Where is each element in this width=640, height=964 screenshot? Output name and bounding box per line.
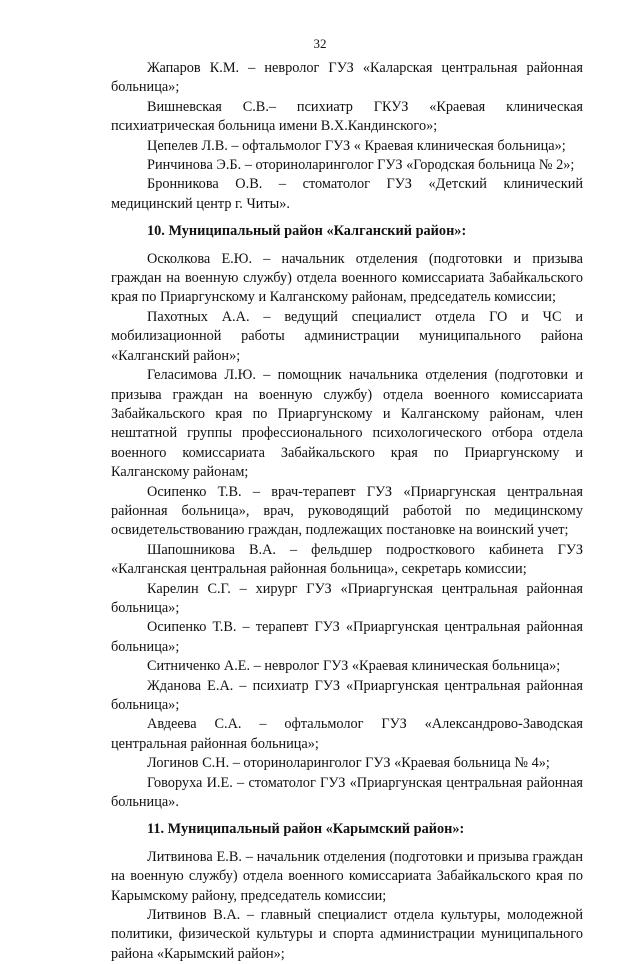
- member-entry: Бронникова О.В. – стоматолог ГУЗ «Детский клинический медицинский центр г. Читы».: [111, 176, 583, 212]
- member-entry: Карелин С.Г. – хирург ГУЗ «Приаргунская центральная районная больница»;: [111, 580, 583, 616]
- member-entry: Авдеева С.А. – офтальмолог ГУЗ «Александрово-Заводская центральная районная больница»;: [111, 716, 583, 752]
- member-entry: Шапошникова В.А. – фельдшер подросткового кабинета ГУЗ «Калганская центральная районная больница», секретарь комиссии;: [111, 541, 583, 578]
- member-entry: Осипенко Т.В. – терапевт ГУЗ «Приаргунская центральная районная больница»;: [111, 619, 583, 655]
- member-entry: Ринчинова Э.Б. – оториноларинголог ГУЗ «Городская больница № 2»;: [147, 157, 575, 174]
- member-entry: Жданова Е.А. – психиатр ГУЗ «Приаргунская центральная районная больница»;: [111, 677, 583, 713]
- member-entry: Литвинов В.А. – главный специалист отдела культуры, молодежной политики, физической культуры и спорта администрации муниципального района «Карымский район»;: [111, 907, 583, 962]
- member-entry: Ситниченко А.Е. – невролог ГУЗ «Краевая клиническая больница»;: [147, 658, 561, 675]
- section-heading-kalgansky: 10. Муниципальный район «Калганский район»:: [147, 223, 467, 240]
- member-entry: Жапаров К.М. – невролог ГУЗ «Каларская центральная районная больница»;: [111, 60, 583, 96]
- member-entry: Геласимова Л.Ю. – помощник начальника отделения (подготовки и призыва граждан на военную службу) отдела военного комиссариата Забайкальского края по Приаргунскому и Калганскому районам, член нештатной группы профессионального психологического отбора отдела военного комиссариата Забайкальского края по Приаргунскому и Калганскому районам;: [111, 367, 583, 481]
- member-entry: Осипенко Т.В. – врач-терапевт ГУЗ «Приаргунская центральная районная больница», врач, руководящий работой по медицинскому освидетельствованию граждан, подлежащих постановке на воинский учет;: [111, 483, 583, 539]
- member-entry: Осколкова Е.Ю. – начальник отделения (подготовки и призыва граждан на военную службу) отдела военного комиссариата Забайкальского края по Приаргунскому и Калганскому районам, председатель комиссии;: [111, 250, 583, 306]
- member-entry: Говоруха И.Е. – стоматолог ГУЗ «Приаргунская центральная районная больница».: [111, 774, 583, 811]
- member-entry: Цепелев Л.В. – офтальмолог ГУЗ « Краевая клиническая больница»;: [147, 137, 566, 154]
- commission-list: [111, 59, 583, 964]
- member-entry: Литвинова Е.В. – начальник отделения (подготовки и призыва граждан на военную службу) отдела военного комиссариата Забайкальского края по Карымскому району, председатель комиссии;: [111, 848, 583, 904]
- member-entry: Логинов С.Н. – оториноларинголог ГУЗ «Краевая больница № 4»;: [147, 755, 550, 772]
- member-entry: Вишневская С.В.– психиатр ГКУЗ «Краевая клиническая психиатрическая больница имени В.Х.Кандинского»;: [111, 98, 583, 135]
- page-number: 32: [313, 36, 327, 51]
- section-heading-karymsky: 11. Муниципальный район «Карымский район»:: [147, 821, 465, 838]
- member-entry: Пахотных А.А. – ведущий специалист отдела ГО и ЧС и мобилизационной работы администрации муниципального района «Калганский район»;: [111, 308, 583, 364]
